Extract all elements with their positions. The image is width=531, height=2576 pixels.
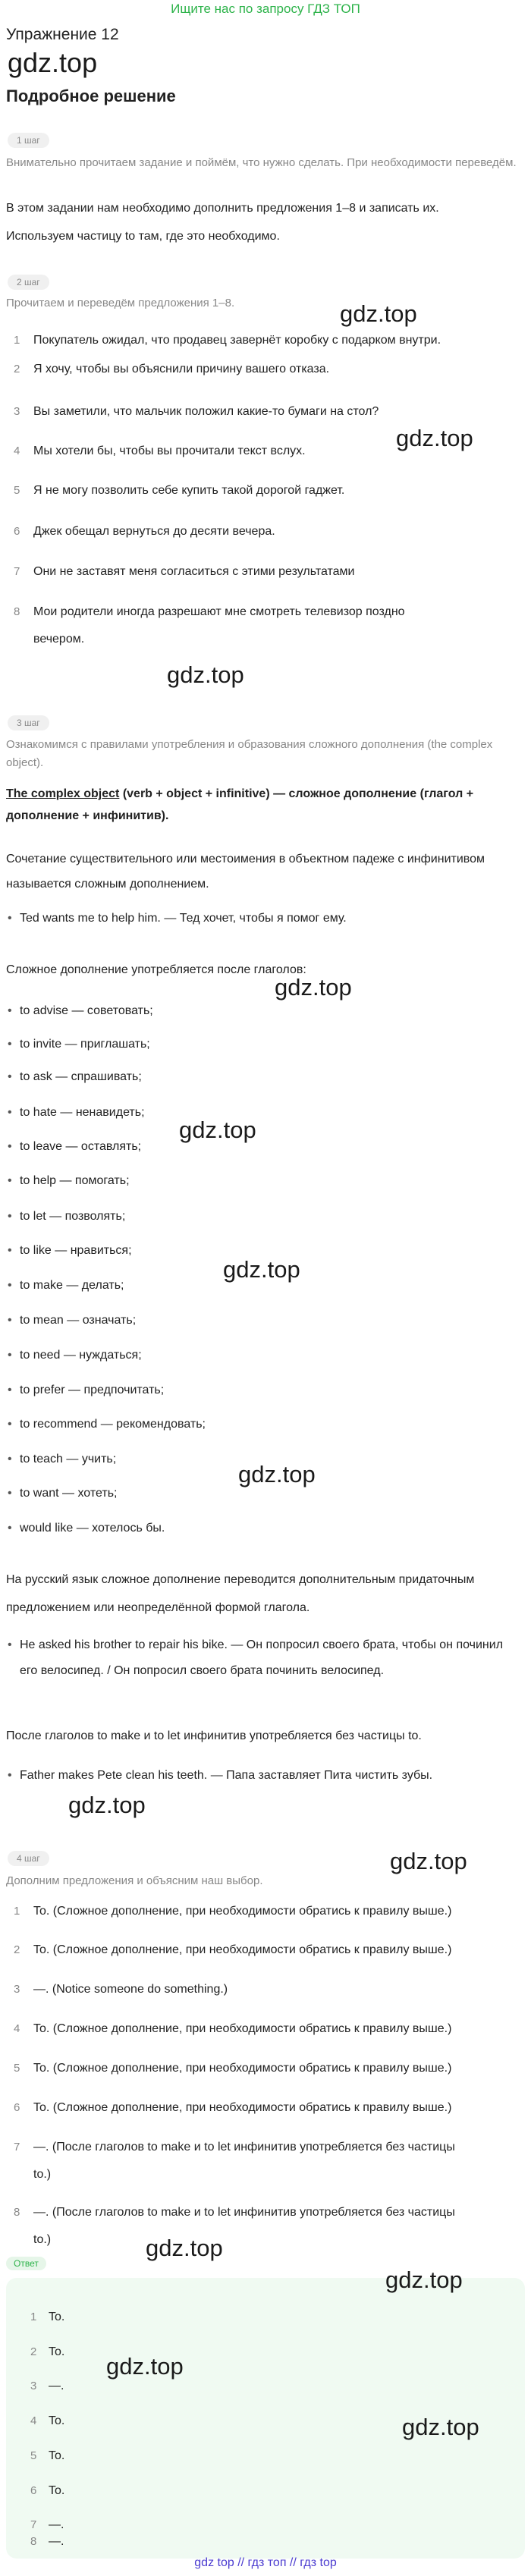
item-text: To. (Сложное дополнение, при необходимости обратись к правилу выше.) <box>33 1905 452 1918</box>
item-number: 5 <box>30 2449 37 2462</box>
paragraph: В этом задании нам необходимо дополнить предложения 1–8 и записать их. <box>6 202 439 215</box>
definition: (verb + object + infinitive) — сложное дополнение (глагол + дополнение + инфинитив). <box>6 787 474 822</box>
watermark: gdz.top <box>167 661 244 688</box>
list-item <box>14 2136 514 2159</box>
list-item <box>14 601 514 624</box>
item-number: 4 <box>14 445 20 457</box>
search-banner: Ищите нас по запросу ГДЗ ТОП <box>171 2 360 16</box>
item-text: Мои родители иногда разрешают мне смотреть телевизор поздно <box>33 605 405 618</box>
verb-item: • to like — нравиться; <box>20 1239 513 1262</box>
item-text: Покупатель ожидал, что продавец завернёт коробку с подарком внутри. <box>33 334 441 347</box>
item-text: To. (Сложное дополнение, при необходимости обратись к правилу выше.) <box>33 1943 452 1956</box>
paragraph: После глаголов to make и to let инфинитив употребляется без частицы to. <box>6 1729 422 1742</box>
item-text: —. <box>49 2518 64 2531</box>
answer-item <box>30 2449 64 2463</box>
item-text: To. (Сложное дополнение, при необходимости обратись к правилу выше.) <box>33 2101 452 2114</box>
item-text: To. <box>49 2311 65 2323</box>
item-number: 1 <box>14 334 20 347</box>
answer-item <box>30 2535 64 2549</box>
list-item <box>14 401 514 423</box>
item-number: 2 <box>14 363 20 375</box>
watermark: gdz.top <box>402 2414 479 2440</box>
example-bullet: • Father makes Pete clean his teeth. — Папа заставляет Пита чистить зубы. <box>20 1764 513 1787</box>
item-number: 6 <box>14 525 20 538</box>
verb-item: • to mean — означать; <box>20 1309 513 1332</box>
verb-item: • to hate — ненавидеть; <box>20 1101 513 1124</box>
item-number: 7 <box>30 2518 37 2531</box>
item-text: Вы заметили, что мальчик положил какие-то бумаги на стол? <box>33 405 379 418</box>
item-text: To. <box>49 2449 65 2462</box>
item-number: 4 <box>14 2022 20 2035</box>
answer-item <box>30 2484 64 2498</box>
watermark: gdz.top <box>68 1792 146 1818</box>
list-item <box>14 1900 514 1923</box>
footer-links[interactable]: gdz top // гдз топ // гдз top <box>194 2556 337 2569</box>
list-item <box>14 1939 514 1962</box>
watermark: gdz.top <box>385 2267 463 2293</box>
item-text: To. (Сложное дополнение, при необходимости обратись к правилу выше.) <box>33 2062 452 2075</box>
item-number: 3 <box>30 2380 37 2392</box>
watermark: gdz.top <box>340 300 417 327</box>
item-number: 3 <box>14 1983 20 1996</box>
watermark: gdz.top <box>275 974 352 1001</box>
list-item <box>14 2097 514 2119</box>
list-item-continuation: to.) <box>33 2233 52 2246</box>
item-number: 8 <box>14 605 20 618</box>
list-item <box>14 479 514 502</box>
rule-definition <box>6 783 522 827</box>
watermark: gdz.top <box>390 1848 467 1874</box>
verb-item: • to need — нуждаться; <box>20 1344 513 1367</box>
verb-item: • to invite — приглашать; <box>20 1033 513 1056</box>
item-number: 8 <box>30 2535 37 2548</box>
item-text: Джек обещал вернуться до десяти вечера. <box>33 525 275 538</box>
verb-item: • to leave — оставлять; <box>20 1136 513 1158</box>
paragraph: Сочетание существительного или местоимения в объектном падеже с инфинитивом называется сложным дополнением. <box>6 853 485 891</box>
verb-item: • to prefer — предпочитать; <box>20 1379 513 1402</box>
list-item <box>14 440 514 463</box>
step-instruction: Дополним предложения и объясним наш выбор. <box>6 1874 263 1887</box>
step-instruction: Ознакомимся с правилами употребления и образования сложного дополнения (the complex object). <box>6 738 493 769</box>
list-item <box>14 520 514 543</box>
item-text: To. <box>49 2414 65 2427</box>
list-item <box>14 358 514 381</box>
term: The complex object <box>6 787 120 800</box>
item-text: —. <box>49 2380 64 2392</box>
list-item-continuation: to.) <box>33 2168 52 2181</box>
step-label: 2 шаг <box>8 275 49 290</box>
list-item-continuation: вечером. <box>33 633 85 646</box>
answer-item <box>30 2414 64 2428</box>
watermark: gdz.top <box>106 2353 184 2380</box>
item-text: Мы хотели бы, чтобы вы прочитали текст вслух. <box>33 445 306 457</box>
example-bullet: • Ted wants me to help him. — Тед хочет, чтобы я помог ему. <box>20 907 513 930</box>
verb-item: • to recommend — рекомендовать; <box>20 1413 513 1436</box>
verb-item: • to let — позволять; <box>20 1205 513 1228</box>
watermark: gdz.top <box>223 1256 300 1283</box>
watermark: gdz.top <box>146 2235 223 2261</box>
item-text: —. (Notice someone do something.) <box>33 1983 228 1996</box>
verb-item: • to help — помогать; <box>20 1170 513 1192</box>
answer-item <box>30 2311 64 2324</box>
item-text: —. (После глаголов to make и to let инфинитив употребляется без частицы <box>33 2141 455 2153</box>
item-text: Они не заставят меня согласиться с этими результатами <box>33 565 355 578</box>
exercise-title: Упражнение 12 <box>6 26 119 43</box>
paragraph: Сложное дополнение употребляется после глаголов: <box>6 963 306 976</box>
item-text: To. <box>49 2484 65 2497</box>
list-item <box>14 561 514 583</box>
item-number: 4 <box>30 2414 37 2427</box>
item-number: 6 <box>14 2101 20 2114</box>
watermark: gdz.top <box>8 47 98 78</box>
item-number: 6 <box>30 2484 37 2497</box>
list-item <box>14 329 514 352</box>
item-number: 8 <box>14 2206 20 2219</box>
answer-item <box>30 2518 64 2532</box>
item-text: —. (После глаголов to make и to let инфинитив употребляется без частицы <box>33 2206 455 2219</box>
item-number: 5 <box>14 2062 20 2075</box>
verb-item: • would like — хотелось бы. <box>20 1517 513 1540</box>
item-number: 7 <box>14 565 20 578</box>
watermark: gdz.top <box>396 425 473 451</box>
paragraph: На русский язык сложное дополнение переводится дополнительным придаточным предложением или неопределённой формой глагола. <box>6 1573 475 1614</box>
verb-item: • to advise — советовать; <box>20 1000 513 1023</box>
item-text: —. <box>49 2535 64 2548</box>
verb-item: • to make — делать; <box>20 1274 513 1297</box>
item-number: 2 <box>30 2345 37 2358</box>
step-label: 4 шаг <box>8 1851 49 1866</box>
item-number: 7 <box>14 2141 20 2153</box>
list-item <box>14 2057 514 2080</box>
verb-item: • to ask — спрашивать; <box>20 1066 513 1089</box>
step-instruction: Прочитаем и переведём предложения 1–8. <box>6 297 235 309</box>
item-number: 5 <box>14 484 20 497</box>
answer-item <box>30 2345 64 2359</box>
solution-heading: Подробное решение <box>6 86 176 105</box>
item-text: Я не могу позволить себе купить такой дорогой гаджет. <box>33 484 345 497</box>
answer-label: Ответ <box>6 2257 46 2270</box>
answer-item <box>30 2380 64 2393</box>
item-text: To. <box>49 2345 65 2358</box>
verb-item: • to teach — учить; <box>20 1448 513 1471</box>
list-item <box>14 2201 514 2224</box>
item-number: 3 <box>14 405 20 418</box>
paragraph: Используем частицу to там, где это необходимо. <box>6 230 280 243</box>
example-bullet: • He asked his brother to repair his bike. — Он попросил своего брата, чтобы он починил его велосипед. / Он попросил своего брата починить велосипед. <box>20 1632 513 1684</box>
item-text: To. (Сложное дополнение, при необходимости обратись к правилу выше.) <box>33 2022 452 2035</box>
list-item <box>14 1978 514 2001</box>
step-label: 3 шаг <box>8 715 49 730</box>
watermark: gdz.top <box>238 1461 316 1487</box>
list-item <box>14 2018 514 2040</box>
item-number: 2 <box>14 1943 20 1956</box>
watermark: gdz.top <box>179 1117 256 1143</box>
item-number: 1 <box>30 2311 37 2323</box>
step-instruction: Внимательно прочитаем задание и поймём, что нужно сделать. При необходимости переведём. <box>6 156 517 169</box>
item-text: Я хочу, чтобы вы объяснили причину вашего отказа. <box>33 363 330 375</box>
step-label: 1 шаг <box>8 133 49 148</box>
verb-item: • to want — хотеть; <box>20 1482 513 1505</box>
item-number: 1 <box>14 1905 20 1918</box>
